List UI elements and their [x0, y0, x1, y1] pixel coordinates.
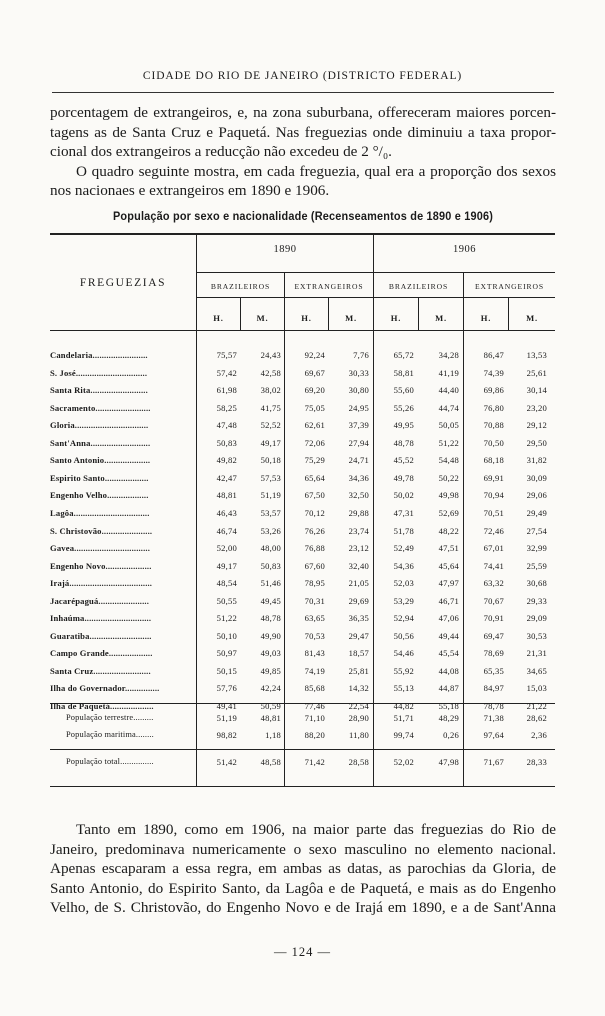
sex-header: H.: [480, 313, 492, 323]
table-row-value: 29,33: [526, 596, 547, 606]
table-row-value: 65,64: [304, 473, 325, 483]
table-row-value: 50,97: [216, 648, 237, 658]
table-row-value: 44,87: [438, 683, 459, 693]
table-row-value: 50,05: [438, 420, 459, 430]
table-row-label: Candelaria........................: [50, 350, 148, 360]
table-row-value: 63,65: [304, 613, 325, 623]
table-row-value: 50,83: [260, 561, 281, 571]
table-row-value: 34,65: [526, 666, 547, 676]
table-row-value: 47,51: [438, 543, 459, 553]
table-row-value: 85,68: [304, 683, 325, 693]
table-row-value: 65,35: [483, 666, 504, 676]
table-row-value: 47,48: [216, 420, 237, 430]
table-row-value: 42,58: [260, 368, 281, 378]
subtotal-row-label: População terrestre.........: [66, 713, 154, 722]
table-row-label: Inhaúma.............................: [50, 613, 152, 623]
table-row-value: 44,08: [438, 666, 459, 676]
table-row-value: 44,74: [438, 403, 459, 413]
table-row-value: 70,88: [483, 420, 504, 430]
table-row-value: 45,64: [438, 561, 459, 571]
table-row-value: 30,14: [526, 385, 547, 395]
table-row-value: 67,50: [304, 490, 325, 500]
sex-header: M.: [526, 313, 538, 323]
table-row-value: 70,12: [304, 508, 325, 518]
table-row-value: 75,29: [304, 455, 325, 465]
table-row-value: 67,01: [483, 543, 504, 553]
table-row-value: 69,86: [483, 385, 504, 395]
table-row-value: 78,69: [483, 648, 504, 658]
subtotal-row-value: 71,38: [483, 713, 504, 723]
nationality-header: EXTRANGEIROS: [294, 282, 364, 291]
table-row-value: 53,26: [260, 526, 281, 536]
table-row-label: Santa Rita.........................: [50, 385, 148, 395]
table-row-value: 67,60: [304, 561, 325, 571]
table-row-value: 27,94: [348, 438, 369, 448]
header-rule: [52, 92, 554, 93]
sex-header: H.: [301, 313, 312, 323]
subtotal-row-value: 98,82: [216, 730, 237, 740]
table-row-value: 51,22: [216, 613, 237, 623]
table-row-value: 76,80: [483, 403, 504, 413]
subtotal-row-value: 1,18: [265, 730, 281, 740]
table-row-value: 53,29: [393, 596, 414, 606]
subtotal-row-value: 48,81: [260, 713, 281, 723]
table-row-value: 49,03: [260, 648, 281, 658]
table-bottom-rule: [50, 786, 555, 787]
table-row-value: 49,17: [216, 561, 237, 571]
sex-header: M.: [256, 313, 269, 323]
table-row-value: 50,22: [438, 473, 459, 483]
table-row-label: Espirito Santo...................: [50, 473, 149, 483]
subtotal-bottom-rule: [50, 749, 555, 750]
table-row-value: 24,71: [348, 455, 369, 465]
table-row-value: 58,25: [216, 403, 237, 413]
subtotal-row-value: 48,29: [438, 713, 459, 723]
table-row-value: 23,12: [348, 543, 369, 553]
table-row-value: 21,31: [526, 648, 547, 658]
table-row-value: 48,00: [260, 543, 281, 553]
table-row-label: Santa Cruz.........................: [50, 666, 151, 676]
table-row-value: 29,12: [526, 420, 547, 430]
table-row-value: 49,44: [438, 631, 459, 641]
table-row-value: 50,02: [393, 490, 414, 500]
subtotal-row-value: 99,74: [393, 730, 414, 740]
table-row-label: Guaratiba...........................: [50, 631, 152, 641]
table-row-value: 75,05: [304, 403, 325, 413]
table-row-value: 52,94: [393, 613, 414, 623]
table-row-value: 49,95: [393, 420, 414, 430]
table-row-value: 41,75: [260, 403, 281, 413]
subtotal-row-value: 71,10: [304, 713, 325, 723]
table-row-label: Santo Antonio....................: [50, 455, 151, 465]
total-row-value: 52,02: [393, 757, 414, 767]
closing-line: Apenas escaparam a essa regra, em ambas as datas, as parochias da Gloria, de: [50, 860, 556, 878]
total-row-value: 71,67: [483, 757, 504, 767]
total-row-value: 28,33: [526, 757, 547, 767]
table-row-value: 69,47: [483, 631, 504, 641]
year-rule: [197, 272, 555, 273]
total-row-value: 47,98: [438, 757, 459, 767]
table-row-label: Sant'Anna..........................: [50, 438, 151, 448]
table-row-value: 78,78: [483, 701, 504, 711]
table-row-label: Gavea.................................: [50, 543, 150, 553]
table-row-value: 29,49: [526, 508, 547, 518]
subtotal-row-value: 51,71: [393, 713, 414, 723]
table-row-value: 69,20: [304, 385, 325, 395]
table-row-value: 50,56: [393, 631, 414, 641]
table-row-value: 52,00: [216, 543, 237, 553]
total-row-label: População total...............: [66, 757, 154, 766]
total-row-value: 51,42: [216, 757, 237, 767]
table-row-value: 32,50: [348, 490, 369, 500]
table-row-value: 30,68: [526, 578, 547, 588]
subtotal-row-value: 11,80: [348, 730, 369, 740]
page-number: — 124 —: [274, 945, 331, 959]
table-row-value: 54,46: [393, 648, 414, 658]
table-row-value: 70,53: [304, 631, 325, 641]
closing-paragraph: [50, 820, 556, 918]
subtotal-row-label: População maritima........: [66, 730, 154, 739]
table-row-value: 14,32: [348, 683, 369, 693]
table-row-value: 50,10: [216, 631, 237, 641]
table-row-value: 74,41: [483, 561, 504, 571]
population-table: [50, 230, 555, 810]
table-row-value: 76,26: [304, 526, 325, 536]
table-row-value: 49,78: [393, 473, 414, 483]
subtotal-row-value: 28,62: [526, 713, 547, 723]
table-row-value: 69,91: [483, 473, 504, 483]
table-row-value: 42,24: [260, 683, 281, 693]
sex-header: M.: [345, 313, 357, 323]
table-row-value: 34,28: [438, 350, 459, 360]
table-row-value: 24,43: [260, 350, 281, 360]
table-row-label: Engenho Velho..................: [50, 490, 149, 500]
table-row-value: 63,32: [483, 578, 504, 588]
table-row-value: 51,19: [260, 490, 281, 500]
table-row-value: 55,13: [393, 683, 414, 693]
closing-line: Tanto em 1890, como em 1906, na maior parte das freguezias do Rio de: [76, 821, 556, 838]
header-bottom-rule: [50, 330, 555, 331]
table-row-value: 62,61: [304, 420, 325, 430]
sex-header: H.: [390, 313, 402, 323]
table-row-value: 70,51: [483, 508, 504, 518]
table-row-value: 7,76: [353, 350, 369, 360]
table-row-value: 50,59: [260, 701, 281, 711]
table-row-label: Lagôa.................................: [50, 508, 150, 518]
table-row-label: S. Christovão......................: [50, 526, 153, 536]
table-row-value: 23,74: [348, 526, 369, 536]
table-row-value: 47,31: [393, 508, 414, 518]
table-row-value: 46,74: [216, 526, 237, 536]
table-row-value: 21,05: [348, 578, 369, 588]
table-row-value: 29,06: [526, 490, 547, 500]
subtotal-row-value: 0,26: [443, 730, 459, 740]
table-row-value: 29,47: [348, 631, 369, 641]
table-row-label: Sacramento........................: [50, 403, 151, 413]
table-row-value: 52,03: [393, 578, 414, 588]
table-row-value: 30,09: [526, 473, 547, 483]
table-row-value: 25,61: [526, 368, 547, 378]
table-row-value: 44,40: [438, 385, 459, 395]
table-row-value: 49,17: [260, 438, 281, 448]
table-row-value: 69,67: [304, 368, 325, 378]
table-row-value: 54,48: [438, 455, 459, 465]
nationality-rule: [197, 297, 555, 298]
table-row-label: Engenho Novo....................: [50, 561, 152, 571]
intro-line: nos nacionaes e extrangeiros em 1890 e 1906.: [50, 182, 330, 200]
total-row-value: 28,58: [348, 757, 369, 767]
total-row-value: 71,42: [304, 757, 325, 767]
table-row-value: 48,54: [216, 578, 237, 588]
table-row-value: 51,78: [393, 526, 414, 536]
table-row-value: 31,82: [526, 455, 547, 465]
table-row-value: 74,39: [483, 368, 504, 378]
intro-line: tagens as de Santa Cruz e Paquetá. Nas freguezias onde diminuiu a taxa propor-: [50, 123, 556, 141]
subtotal-row-value: 51,19: [216, 713, 237, 723]
table-row-label: Ilha do Governador...............: [50, 683, 160, 693]
table-row-value: 70,94: [483, 490, 504, 500]
closing-line: Santo Antonio, do Espirito Santo, da Lagôa e de Paquetá, e mais as do Engenho: [50, 879, 556, 897]
table-row-value: 70,67: [483, 596, 504, 606]
table-row-value: 57,76: [216, 683, 237, 693]
table-row-value: 47,97: [438, 578, 459, 588]
closing-line: Velho, de S. Christovão, do Engenho Novo e de Irajá em 1890, e a de Sant'Anna: [50, 899, 556, 917]
table-row-value: 32,40: [348, 561, 369, 571]
freguezias-header: FREGUEZIAS: [79, 277, 167, 289]
table-row-value: 30,53: [526, 631, 547, 641]
table-row-value: 25,59: [526, 561, 547, 571]
year-header: 1890: [273, 244, 297, 255]
table-row-value: 53,57: [260, 508, 281, 518]
intro-line: O quadro seguinte mostra, em cada freguezia, qual era a proporção dos sexos: [76, 162, 556, 180]
table-row-label: Irajá....................................: [50, 578, 153, 588]
table-row-value: 30,33: [348, 368, 369, 378]
table-row-value: 48,78: [393, 438, 414, 448]
sex-header: H.: [213, 313, 224, 323]
table-row-value: 70,31: [304, 596, 325, 606]
table-row-label: Gloria................................: [50, 420, 149, 430]
intro-paragraph: [50, 103, 556, 201]
table-row-value: 52,52: [260, 420, 281, 430]
table-row-value: 49,98: [438, 490, 459, 500]
table-row-value: 81,43: [304, 648, 325, 658]
nationality-header: BRAZILEIROS: [210, 282, 271, 291]
table-row-value: 47,06: [438, 613, 459, 623]
table-row-value: 86,47: [483, 350, 504, 360]
table-row-value: 54,36: [393, 561, 414, 571]
table-row-value: 29,88: [348, 508, 369, 518]
table-row-value: 48,81: [216, 490, 237, 500]
table-row-value: 49,45: [260, 596, 281, 606]
intro-line: porcentagem de extrangeiros, e, na zona suburbana, offereceram maiores porcen-: [50, 104, 556, 121]
table-row-value: 22,54: [348, 701, 369, 711]
table-row-value: 55,26: [393, 403, 414, 413]
table-row-value: 49,41: [216, 701, 237, 711]
table-row-value: 48,78: [260, 613, 281, 623]
table-top-rule: [50, 233, 555, 235]
table-row-value: 18,57: [348, 648, 369, 658]
table-row-value: 41,19: [438, 368, 459, 378]
table-row-value: 45,52: [393, 455, 414, 465]
intro-line: cional dos extrangeiros a reducção não excedeu de 2 °/₀.: [50, 143, 392, 161]
table-row-value: 24,95: [348, 403, 369, 413]
table-row-value: 61,98: [216, 385, 237, 395]
table-row-value: 65,72: [393, 350, 414, 360]
table-row-value: 23,20: [526, 403, 547, 413]
table-row-value: 49,82: [216, 455, 237, 465]
table-row-value: 46,71: [438, 596, 459, 606]
table-row-value: 70,91: [483, 613, 504, 623]
table-row-value: 76,88: [304, 543, 325, 553]
table-row-value: 51,22: [438, 438, 459, 448]
nationality-header: EXTRANGEIROS: [474, 282, 545, 291]
table-row-value: 68,18: [483, 455, 504, 465]
total-row-value: 48,58: [260, 757, 281, 767]
table-row-value: 51,46: [260, 578, 281, 588]
table-row-value: 32,99: [526, 543, 547, 553]
table-row-value: 58,81: [393, 368, 414, 378]
table-row-value: 44,82: [393, 701, 414, 711]
table-row-value: 55,60: [393, 385, 414, 395]
table-row-value: 25,81: [348, 666, 369, 676]
sex-header: M.: [435, 313, 447, 323]
nationality-header: BRAZILEIROS: [388, 282, 449, 291]
table-title: População por sexo e nacionalidade (Recenseamentos de 1890 e 1906): [112, 210, 494, 223]
table-row-value: 29,09: [526, 613, 547, 623]
table-row-label: Campo Grande...................: [50, 648, 153, 658]
table-row-value: 52,69: [438, 508, 459, 518]
table-row-value: 92,24: [304, 350, 325, 360]
table-row-value: 15,03: [526, 683, 547, 693]
table-row-value: 72,46: [483, 526, 504, 536]
table-row-value: 57,42: [216, 368, 237, 378]
table-row-value: 50,55: [216, 596, 237, 606]
table-row-value: 72,06: [304, 438, 325, 448]
table-row-value: 55,92: [393, 666, 414, 676]
table-row-label: Ilha de Paquetá...................: [50, 701, 154, 711]
table-row-value: 57,53: [260, 473, 281, 483]
subtotal-row-value: 2,36: [531, 730, 547, 740]
table-row-value: 52,49: [393, 543, 414, 553]
table-row-value: 45,54: [438, 648, 459, 658]
table-row-value: 48,22: [438, 526, 459, 536]
table-row-value: 13,53: [526, 350, 547, 360]
running-head: CIDADE DO RIO DE JANEIRO (DISTRICTO FEDERAL): [142, 70, 463, 82]
table-row-value: 55,18: [438, 701, 459, 711]
table-row-label: S. José...............................: [50, 368, 148, 378]
table-row-value: 49,90: [260, 631, 281, 641]
table-row-value: 70,50: [483, 438, 504, 448]
table-row-value: 84,97: [483, 683, 504, 693]
closing-line: Janeiro, predominava numericamente o sexo masculino no elemento nacional.: [50, 840, 556, 858]
table-row-value: 29,50: [526, 438, 547, 448]
table-row-value: 38,02: [260, 385, 281, 395]
table-row-value: 29,69: [348, 596, 369, 606]
table-row-value: 49,85: [260, 666, 281, 676]
subtotal-row-value: 97,64: [483, 730, 504, 740]
table-row-value: 37,39: [348, 420, 369, 430]
table-row-value: 74,19: [304, 666, 325, 676]
table-row-value: 75,57: [216, 350, 237, 360]
table-row-value: 21,22: [526, 701, 547, 711]
subtotal-row-value: 88,20: [304, 730, 325, 740]
table-row-value: 42,47: [216, 473, 237, 483]
table-row-value: 34,36: [348, 473, 369, 483]
year-header: 1906: [453, 244, 476, 255]
table-row-value: 46,43: [216, 508, 237, 518]
table-row-value: 50,18: [260, 455, 281, 465]
table-row-value: 77,46: [304, 701, 325, 711]
table-row-value: 27,54: [526, 526, 547, 536]
table-row-label: Jacarépaguá......................: [50, 596, 149, 606]
table-row-value: 50,83: [216, 438, 237, 448]
table-row-value: 36,35: [348, 613, 369, 623]
table-row-value: 30,80: [348, 385, 369, 395]
subtotal-row-value: 28,90: [348, 713, 369, 723]
table-row-value: 78,95: [304, 578, 325, 588]
table-row-value: 50,15: [216, 666, 237, 676]
